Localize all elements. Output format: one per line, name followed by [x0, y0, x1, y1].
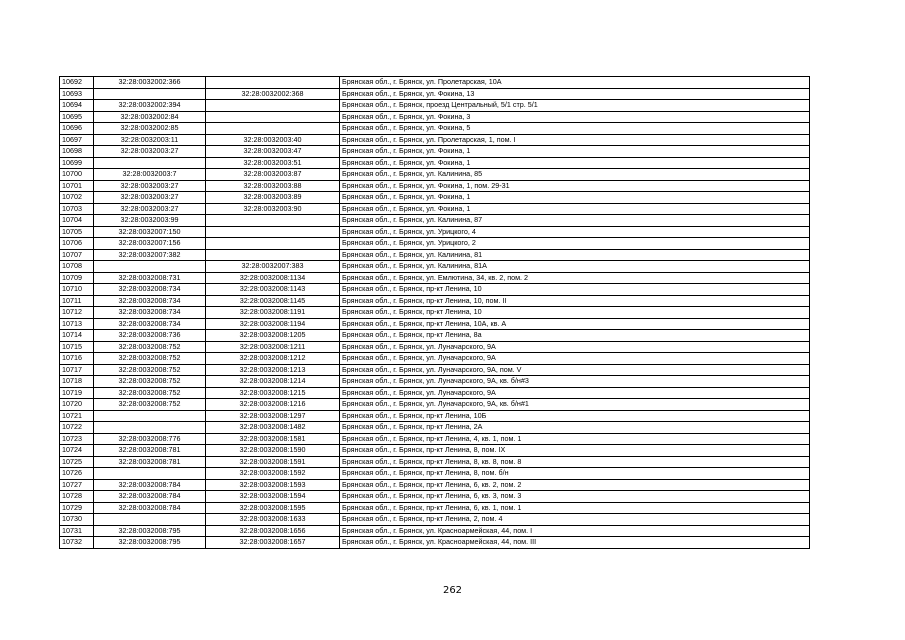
cadastral-number-cell [94, 88, 206, 100]
row-number-cell: 10716 [60, 353, 94, 365]
row-number-cell: 10709 [60, 272, 94, 284]
row-number-cell: 10700 [60, 169, 94, 181]
cadastral-number-cell: 32:28:0032003:27 [94, 203, 206, 215]
table-row [60, 399, 810, 411]
building-cadastral-number-cell: 32:28:0032008:1595 [206, 502, 340, 514]
table-row [60, 364, 810, 376]
building-cadastral-number-cell: 32:28:0032008:1143 [206, 284, 340, 296]
building-cadastral-number-cell [206, 77, 340, 89]
building-cadastral-number-cell: 32:28:0032003:90 [206, 203, 340, 215]
cadastral-number-cell: 32:28:0032003:27 [94, 146, 206, 158]
cadastral-number-cell: 32:28:0032008:734 [94, 318, 206, 330]
address-cell: Брянская обл., г. Брянск, пр-кт Ленина, 2, пом. 4 [340, 514, 810, 526]
building-cadastral-number-cell: 32:28:0032008:1214 [206, 376, 340, 388]
building-cadastral-number-cell: 32:28:0032008:1145 [206, 295, 340, 307]
cadastral-number-cell: 32:28:0032008:776 [94, 433, 206, 445]
row-number-cell: 10723 [60, 433, 94, 445]
building-cadastral-number-cell: 32:28:0032008:1590 [206, 445, 340, 457]
cadastral-number-cell: 32:28:0032008:752 [94, 353, 206, 365]
table-row [60, 456, 810, 468]
table-row [60, 307, 810, 319]
row-number-cell: 10721 [60, 410, 94, 422]
row-number-cell: 10726 [60, 468, 94, 480]
cadastral-number-cell: 32:28:0032008:734 [94, 307, 206, 319]
table-row [60, 318, 810, 330]
row-number-cell: 10707 [60, 249, 94, 261]
address-cell: Брянская обл., г. Брянск, пр-кт Ленина, 4, кв. 1, пом. 1 [340, 433, 810, 445]
cadastral-number-cell: 32:28:0032008:752 [94, 387, 206, 399]
table-row [60, 341, 810, 353]
cadastral-number-cell: 32:28:0032002:84 [94, 111, 206, 123]
address-cell: Брянская обл., г. Брянск, пр-кт Ленина, 6, кв. 2, пом. 2 [340, 479, 810, 491]
cadastral-number-cell [94, 422, 206, 434]
building-cadastral-number-cell: 32:28:0032008:1581 [206, 433, 340, 445]
table-row [60, 157, 810, 169]
row-number-cell: 10697 [60, 134, 94, 146]
cadastral-number-cell: 32:28:0032008:784 [94, 491, 206, 503]
row-number-cell: 10730 [60, 514, 94, 526]
cadastral-number-cell: 32:28:0032008:731 [94, 272, 206, 284]
row-number-cell: 10711 [60, 295, 94, 307]
cadastral-number-cell: 32:28:0032002:366 [94, 77, 206, 89]
row-number-cell: 10720 [60, 399, 94, 411]
table-row [60, 502, 810, 514]
table-row [60, 353, 810, 365]
cadastral-number-cell: 32:28:0032008:734 [94, 284, 206, 296]
building-cadastral-number-cell: 32:28:0032008:1191 [206, 307, 340, 319]
address-cell: Брянская обл., г. Брянск, ул. Красноармейская, 44, пом. III [340, 537, 810, 549]
address-cell: Брянская обл., г. Брянск, ул. Красноармейская, 44, пом. I [340, 525, 810, 537]
address-cell: Брянская обл., г. Брянск, ул. Калинина, 81А [340, 261, 810, 273]
cadastral-number-cell [94, 514, 206, 526]
row-number-cell: 10717 [60, 364, 94, 376]
building-cadastral-number-cell: 32:28:0032008:1594 [206, 491, 340, 503]
address-cell: Брянская обл., г. Брянск, пр-кт Ленина, 2А [340, 422, 810, 434]
building-cadastral-number-cell: 32:28:0032007:383 [206, 261, 340, 273]
address-cell: Брянская обл., г. Брянск, ул. Калинина, 87 [340, 215, 810, 227]
building-cadastral-number-cell [206, 238, 340, 250]
address-cell: Брянская обл., г. Брянск, пр-кт Ленина, 8, пом. IX [340, 445, 810, 457]
table-row [60, 100, 810, 112]
cadastral-number-cell: 32:28:0032007:156 [94, 238, 206, 250]
row-number-cell: 10702 [60, 192, 94, 204]
cadastral-number-cell: 32:28:0032008:752 [94, 376, 206, 388]
address-cell: Брянская обл., г. Брянск, ул. Фокина, 1 [340, 192, 810, 204]
building-cadastral-number-cell [206, 123, 340, 135]
address-cell: Брянская обл., г. Брянск, ул. Урицкого, 4 [340, 226, 810, 238]
table-row [60, 272, 810, 284]
building-cadastral-number-cell: 32:28:0032008:1211 [206, 341, 340, 353]
row-number-cell: 10693 [60, 88, 94, 100]
table-row [60, 387, 810, 399]
cadastral-number-cell: 32:28:0032007:382 [94, 249, 206, 261]
table-row [60, 180, 810, 192]
row-number-cell: 10719 [60, 387, 94, 399]
building-cadastral-number-cell: 32:28:0032008:1216 [206, 399, 340, 411]
table-row [60, 146, 810, 158]
table-row [60, 525, 810, 537]
table-row [60, 238, 810, 250]
row-number-cell: 10704 [60, 215, 94, 227]
address-cell: Брянская обл., г. Брянск, ул. Калинина, 85 [340, 169, 810, 181]
table-row [60, 445, 810, 457]
row-number-cell: 10724 [60, 445, 94, 457]
cadastral-number-cell: 32:28:0032008:736 [94, 330, 206, 342]
table-row [60, 491, 810, 503]
cadastral-number-cell: 32:28:0032008:734 [94, 295, 206, 307]
building-cadastral-number-cell: 32:28:0032003:89 [206, 192, 340, 204]
registry-table [59, 76, 810, 549]
building-cadastral-number-cell [206, 249, 340, 261]
row-number-cell: 10732 [60, 537, 94, 549]
building-cadastral-number-cell: 32:28:0032008:1205 [206, 330, 340, 342]
cadastral-number-cell: 32:28:0032008:784 [94, 502, 206, 514]
address-cell: Брянская обл., г. Брянск, пр-кт Ленина, 10 [340, 307, 810, 319]
cadastral-number-cell: 32:28:0032007:150 [94, 226, 206, 238]
building-cadastral-number-cell: 32:28:0032008:1633 [206, 514, 340, 526]
building-cadastral-number-cell [206, 111, 340, 123]
building-cadastral-number-cell: 32:28:0032008:1213 [206, 364, 340, 376]
building-cadastral-number-cell: 32:28:0032008:1656 [206, 525, 340, 537]
building-cadastral-number-cell: 32:28:0032003:40 [206, 134, 340, 146]
table-row [60, 203, 810, 215]
address-cell: Брянская обл., г. Брянск, пр-кт Ленина, 10А, кв. А [340, 318, 810, 330]
table-row [60, 111, 810, 123]
row-number-cell: 10725 [60, 456, 94, 468]
row-number-cell: 10727 [60, 479, 94, 491]
table-row [60, 479, 810, 491]
cadastral-number-cell: 32:28:0032008:784 [94, 479, 206, 491]
row-number-cell: 10695 [60, 111, 94, 123]
table-row [60, 514, 810, 526]
building-cadastral-number-cell: 32:28:0032008:1657 [206, 537, 340, 549]
cadastral-number-cell: 32:28:0032003:11 [94, 134, 206, 146]
cadastral-number-cell: 32:28:0032008:752 [94, 364, 206, 376]
table-row [60, 537, 810, 549]
building-cadastral-number-cell: 32:28:0032003:87 [206, 169, 340, 181]
table-row [60, 261, 810, 273]
address-cell: Брянская обл., г. Брянск, ул. Фокина, 5 [340, 123, 810, 135]
cadastral-number-cell: 32:28:0032003:27 [94, 180, 206, 192]
row-number-cell: 10703 [60, 203, 94, 215]
row-number-cell: 10718 [60, 376, 94, 388]
cadastral-number-cell: 32:28:0032008:781 [94, 456, 206, 468]
building-cadastral-number-cell [206, 226, 340, 238]
address-cell: Брянская обл., г. Брянск, ул. Фокина, 1, пом. 29-31 [340, 180, 810, 192]
table-row [60, 376, 810, 388]
row-number-cell: 10715 [60, 341, 94, 353]
table-row [60, 169, 810, 181]
table-row [60, 422, 810, 434]
address-cell: Брянская обл., г. Брянск, ул. Урицкого, 2 [340, 238, 810, 250]
row-number-cell: 10699 [60, 157, 94, 169]
table-row [60, 295, 810, 307]
building-cadastral-number-cell: 32:28:0032008:1194 [206, 318, 340, 330]
table-row [60, 77, 810, 89]
row-number-cell: 10728 [60, 491, 94, 503]
table-row [60, 134, 810, 146]
row-number-cell: 10694 [60, 100, 94, 112]
row-number-cell: 10712 [60, 307, 94, 319]
address-cell: Брянская обл., г. Брянск, пр-кт Ленина, 10, пом. II [340, 295, 810, 307]
address-cell: Брянская обл., г. Брянск, ул. Емлютина, 34, кв. 2, пом. 2 [340, 272, 810, 284]
table-row [60, 433, 810, 445]
address-cell: Брянская обл., г. Брянск, ул. Луначарского, 9А [340, 387, 810, 399]
address-cell: Брянская обл., г. Брянск, проезд Центральный, 5/1 стр. 5/1 [340, 100, 810, 112]
address-cell: Брянская обл., г. Брянск, пр-кт Ленина, 10 [340, 284, 810, 296]
building-cadastral-number-cell: 32:28:0032008:1592 [206, 468, 340, 480]
table-row [60, 284, 810, 296]
table-row [60, 468, 810, 480]
cadastral-number-cell: 32:28:0032008:781 [94, 445, 206, 457]
address-cell: Брянская обл., г. Брянск, ул. Луначарского, 9А [340, 353, 810, 365]
address-cell: Брянская обл., г. Брянск, пр-кт Ленина, 8, пом. б/н [340, 468, 810, 480]
building-cadastral-number-cell [206, 215, 340, 227]
building-cadastral-number-cell: 32:28:0032008:1593 [206, 479, 340, 491]
address-cell: Брянская обл., г. Брянск, ул. Луначарского, 9А, кв. б/н#3 [340, 376, 810, 388]
cadastral-number-cell [94, 410, 206, 422]
row-number-cell: 10729 [60, 502, 94, 514]
registry-table-body [60, 77, 810, 549]
row-number-cell: 10696 [60, 123, 94, 135]
cadastral-number-cell: 32:28:0032008:795 [94, 525, 206, 537]
address-cell: Брянская обл., г. Брянск, ул. Луначарского, 9А, пом. V [340, 364, 810, 376]
row-number-cell: 10701 [60, 180, 94, 192]
row-number-cell: 10714 [60, 330, 94, 342]
building-cadastral-number-cell: 32:28:0032008:1215 [206, 387, 340, 399]
cadastral-number-cell: 32:28:0032003:99 [94, 215, 206, 227]
building-cadastral-number-cell: 32:28:0032008:1297 [206, 410, 340, 422]
cadastral-number-cell: 32:28:0032003:27 [94, 192, 206, 204]
cadastral-number-cell [94, 157, 206, 169]
building-cadastral-number-cell: 32:28:0032008:1212 [206, 353, 340, 365]
cadastral-number-cell: 32:28:0032002:394 [94, 100, 206, 112]
building-cadastral-number-cell: 32:28:0032008:1591 [206, 456, 340, 468]
cadastral-number-cell: 32:28:0032002:85 [94, 123, 206, 135]
table-row [60, 123, 810, 135]
address-cell: Брянская обл., г. Брянск, ул. Фокина, 13 [340, 88, 810, 100]
row-number-cell: 10722 [60, 422, 94, 434]
cadastral-number-cell: 32:28:0032003:7 [94, 169, 206, 181]
table-row [60, 192, 810, 204]
row-number-cell: 10708 [60, 261, 94, 273]
address-cell: Брянская обл., г. Брянск, ул. Фокина, 3 [340, 111, 810, 123]
building-cadastral-number-cell: 32:28:0032008:1482 [206, 422, 340, 434]
address-cell: Брянская обл., г. Брянск, ул. Пролетарская, 1, пом. I [340, 134, 810, 146]
address-cell: Брянская обл., г. Брянск, пр-кт Ленина, 8а [340, 330, 810, 342]
table-row [60, 330, 810, 342]
row-number-cell: 10706 [60, 238, 94, 250]
address-cell: Брянская обл., г. Брянск, ул. Фокина, 1 [340, 157, 810, 169]
address-cell: Брянская обл., г. Брянск, ул. Пролетарская, 10А [340, 77, 810, 89]
address-cell: Брянская обл., г. Брянск, пр-кт Ленина, 6, кв. 1, пом. 1 [340, 502, 810, 514]
cadastral-number-cell [94, 261, 206, 273]
page-number: 262 [442, 585, 463, 596]
table-row [60, 410, 810, 422]
address-cell: Брянская обл., г. Брянск, ул. Калинина, 81 [340, 249, 810, 261]
row-number-cell: 10698 [60, 146, 94, 158]
cadastral-number-cell: 32:28:0032008:752 [94, 399, 206, 411]
address-cell: Брянская обл., г. Брянск, ул. Фокина, 1 [340, 203, 810, 215]
address-cell: Брянская обл., г. Брянск, ул. Фокина, 1 [340, 146, 810, 158]
cadastral-number-cell: 32:28:0032008:752 [94, 341, 206, 353]
building-cadastral-number-cell: 32:28:0032002:368 [206, 88, 340, 100]
cadastral-number-cell [94, 468, 206, 480]
address-cell: Брянская обл., г. Брянск, ул. Луначарского, 9А, кв. б/н#1 [340, 399, 810, 411]
row-number-cell: 10713 [60, 318, 94, 330]
building-cadastral-number-cell: 32:28:0032003:47 [206, 146, 340, 158]
building-cadastral-number-cell: 32:28:0032003:88 [206, 180, 340, 192]
building-cadastral-number-cell: 32:28:0032008:1134 [206, 272, 340, 284]
table-row [60, 226, 810, 238]
building-cadastral-number-cell: 32:28:0032003:51 [206, 157, 340, 169]
table-row [60, 215, 810, 227]
address-cell: Брянская обл., г. Брянск, пр-кт Ленина, 10Б [340, 410, 810, 422]
table-row [60, 249, 810, 261]
address-cell: Брянская обл., г. Брянск, ул. Луначарского, 9А [340, 341, 810, 353]
building-cadastral-number-cell [206, 100, 340, 112]
address-cell: Брянская обл., г. Брянск, пр-кт Ленина, 6, кв. 3, пом. 3 [340, 491, 810, 503]
row-number-cell: 10705 [60, 226, 94, 238]
cadastral-number-cell: 32:28:0032008:795 [94, 537, 206, 549]
row-number-cell: 10710 [60, 284, 94, 296]
row-number-cell: 10692 [60, 77, 94, 89]
table-row [60, 88, 810, 100]
address-cell: Брянская обл., г. Брянск, пр-кт Ленина, 8, кв. 8, пом. 8 [340, 456, 810, 468]
row-number-cell: 10731 [60, 525, 94, 537]
